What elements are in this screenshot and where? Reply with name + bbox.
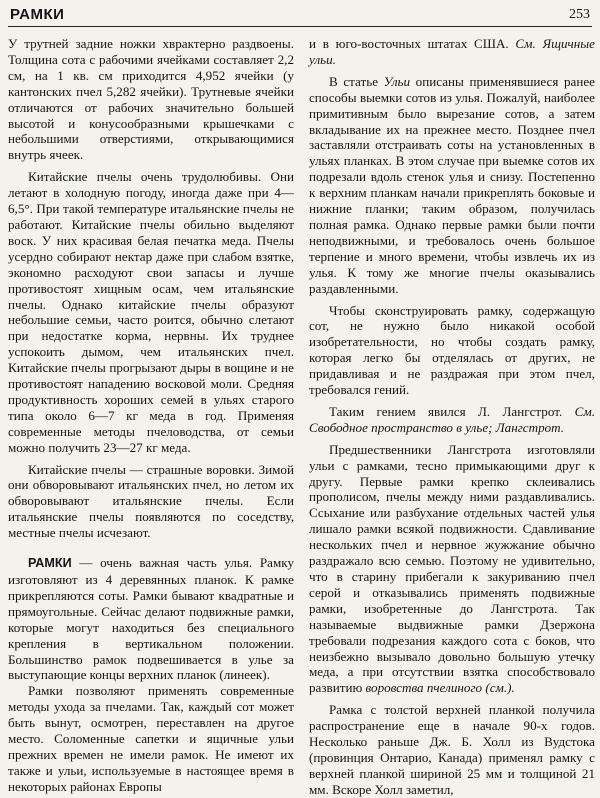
paragraph <box>309 74 595 297</box>
entry-paragraph <box>8 555 294 683</box>
paragraph-text: Таким гением явился Л. Лангстрот. <box>329 403 575 419</box>
running-title: РАМКИ <box>10 6 65 23</box>
paragraph: Китайские пчелы — страшные воровки. Зимой они обворовывают итальянских пчел, но летом их обворовывают итальянские пчелы. Если итальянские пчелы появляются по соседству, местные пчелы исчезают. <box>8 461 294 541</box>
left-column <box>8 36 294 794</box>
paragraph-text: В статье <box>329 73 384 89</box>
paragraph: Чтобы сконструировать рамку, содержащую сот, не нужно было никакой особой изобретательности, но чтобы создать рамку, которая легко бы отделялась от других, не придавливая и не раздражая при этом пчел, требовался гений. <box>309 302 595 398</box>
paragraph: Рамка с толстой верхней планкой получила распространение еще в начале 90-х годов. Несколько раньше Дж. Б. Холл из Вудстока (провинция Онтарио, Канада) применял рамку с верхней планкой шириной 25 мм и толщиной 21 мм. Вскоре Холл заметил, <box>309 702 595 797</box>
entry-term: РАМКИ <box>28 556 72 571</box>
paragraph <box>309 404 595 436</box>
paragraph <box>309 36 595 68</box>
entry-text: — очень важная часть улья. Рамку изготовляют из 4 деревянных планок. К рамке прикрепляются соты. Рамки бывают квадратные и прямоугольные. Сейчас делают подвижные рамки, которые могут находиться без специального крепления в вертикальном положении. Большинство рамок подвешивается в улье за выступающие концы верхних планок (линеек). <box>8 555 294 683</box>
paragraph: Рамки позволяют применять современные методы ухода за пчелами. Так, каждый сот может быть вынут, осмотрен, переставлен на другое место. Соломенные сапетки и ящичные ульи прежних времен не имели рамок. Не имеют их также и ульи, используемые в настоящее время в некоторых районах Европы <box>8 683 294 794</box>
paragraph-text: и в юго-восточных штатах США. <box>309 36 516 51</box>
cross-reference: Ульи <box>383 73 411 89</box>
paragraph: У трутней задние ножки хврактерно раздвоены. Толщина сота с рабочими ячейками составляет 2,2 см, на 1 кв. см приходится 4,952 ячейки (у кантонских пчел 5,282 ячейки). Трутневые ячейки отличаются от рабочих значительно большей высотой и конусообразными крышечками с небольшими отверстиями, открывающимися внутрь ячеек. <box>8 36 294 163</box>
paragraph <box>309 442 595 697</box>
cross-reference: См. Ящичные ульи. <box>309 36 595 67</box>
cross-reference: См. Свободное пространство в улье; Лангстрот. <box>309 403 595 435</box>
paragraph-text: Предшественники Лангстрота изготовляли ульи с рамками, тесно примыкающими друг к другу. Первые рамки крепко склеивались прополисом, пчелы между ними раздавливались. Ссыхание или разбухание отдельных частей улья лишало рамки всякой подвижности. Сдавливание нескольких пчел и нервное жужжание обычно раздражало всю семью. Поэтому не удивительно, что в старину прибегали к закуриванию пчел серой и отказывались применять подвижные рамки, изобретенные до Лангстрота. Так называемые выдвижные рамки Дзержона требовали подрезания каждого сота с боков, что неизбежно вызывало довольно большую утечку меда, а при отсутствии взятка способствовало развитию <box>309 441 595 696</box>
paragraph: Китайские пчелы очень трудолюбивы. Они летают в холодную погоду, иногда даже при 4—6,5°. При такой температуре итальянские пчелы не работают. Китайские пчелы обильно выделяют воск. У них красивая белая печатка меда. Пчелы усердно собирают нектар даже при слабом взятке, экономно расходуют свои запасы и лучше противостоят хищным осам, чем итальянские пчелы. Однако китайские пчелы образуют небольшие семьи, часто роится, обычно слетают при недостатке корма, нервны. Их труднее успокоить дымом, чем итальянских пчел. Китайские пчелы прогрызают дыры в вощине и не противостоят нападению восковой моли. Средняя продуктивность хороших семей в ульях старого типа около 6—7 кг меда в год. Применяя современные методы пчеловодства, от семьи можно получить 23—27 кг меда. <box>8 169 294 455</box>
running-header <box>8 4 592 27</box>
right-column <box>309 36 595 797</box>
cross-reference: воровства пчелиного (см.). <box>365 680 515 696</box>
paragraph-text: описаны применявшиеся ранее способы выемки сотов из улья. Пожалуй, наиболее примитивным было вырезание сотов, а затем вкладывание их на прежнее место. Позднее пчел заставляли отстраивать соты на установленных в ульях планках. В этом случае при выемке сотов их подрезали вдоль стенок улья и снизу. Постепенно к верхним планкам начали прикреплять боковые и нижние планки; таким образом, получилась полная рамка. Однако первые рамки были почти неподвижными, и требовалось очень большое терпение и много времени, чтобы извлечь их из улья. К тому же многие пчелы оказывались раздавленными. <box>309 73 595 296</box>
page-number: 253 <box>569 7 590 22</box>
